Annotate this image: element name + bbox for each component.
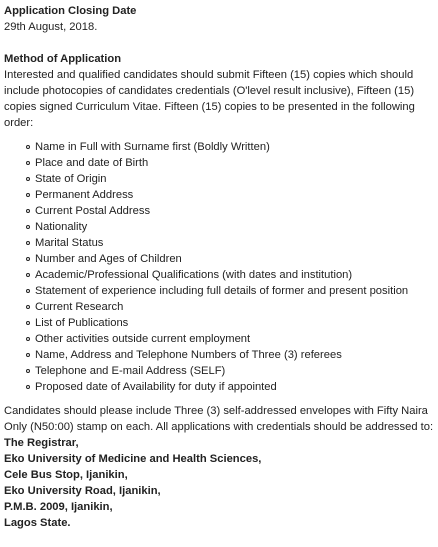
address-line: Eko University of Medicine and Health Sciences, xyxy=(4,453,262,465)
closing-date-value: 29th August, 2018. xyxy=(4,21,98,33)
bullet-icon xyxy=(26,305,30,309)
bullet-icon xyxy=(26,209,30,213)
bullet-icon xyxy=(26,177,30,181)
bullet-icon xyxy=(26,353,30,357)
list-item: Place and date of Birth xyxy=(26,155,434,171)
bullet-icon xyxy=(26,289,30,293)
envelope-instructions: Candidates should please include Three (3) self-addressed envelopes with Fifty Naira Only (N50:00) stamp on each. All applications with credentials should be addressed to: xyxy=(4,405,434,433)
bullet-icon xyxy=(26,161,30,165)
address-line: Eko University Road, Ijanikin, xyxy=(4,485,161,497)
bullet-icon xyxy=(26,273,30,277)
spacer xyxy=(4,35,434,51)
address-line: Cele Bus Stop, Ijanikin, xyxy=(4,469,128,481)
list-item: List of Publications xyxy=(26,315,434,331)
list-item: Marital Status xyxy=(26,235,434,251)
method-intro: Interested and qualified candidates should submit Fifteen (15) copies which should include photocopies of candidates credentials (O'level result inclusive), Fifteen (15) copies signed Curriculum Vitae. Fifteen (15) copies to be presented in the following order: xyxy=(4,69,415,129)
list-item: Current Research xyxy=(26,299,434,315)
bullet-icon xyxy=(26,225,30,229)
bullet-icon xyxy=(26,321,30,325)
list-item: Name, Address and Telephone Numbers of Three (3) referees xyxy=(26,347,434,363)
address-line: The Registrar, xyxy=(4,437,79,449)
list-item: Number and Ages of Children xyxy=(26,251,434,267)
bullet-icon xyxy=(26,193,30,197)
bullet-icon xyxy=(26,385,30,389)
address-line: Lagos State. xyxy=(4,517,71,529)
list-item: Nationality xyxy=(26,219,434,235)
requirements-list xyxy=(4,139,434,395)
list-item: Telephone and E-mail Address (SELF) xyxy=(26,363,434,379)
list-item: Permanent Address xyxy=(26,187,434,203)
method-heading: Method of Application xyxy=(4,53,122,65)
list-item: Current Postal Address xyxy=(26,203,434,219)
list-item: Proposed date of Availability for duty if appointed xyxy=(26,379,434,395)
bullet-icon xyxy=(26,257,30,261)
bullet-icon xyxy=(26,337,30,341)
bullet-icon xyxy=(26,369,30,373)
list-item: Other activities outside current employment xyxy=(26,331,434,347)
address-line: P.M.B. 2009, Ijanikin, xyxy=(4,501,113,513)
list-item: Academic/Professional Qualifications (with dates and institution) xyxy=(26,267,434,283)
list-item: Name in Full with Surname first (Boldly Written) xyxy=(26,139,434,155)
closing-date-heading: Application Closing Date xyxy=(4,5,137,17)
bullet-icon xyxy=(26,145,30,149)
list-item: Statement of experience including full details of former and present position xyxy=(26,283,434,299)
bullet-icon xyxy=(26,241,30,245)
list-item: State of Origin xyxy=(26,171,434,187)
